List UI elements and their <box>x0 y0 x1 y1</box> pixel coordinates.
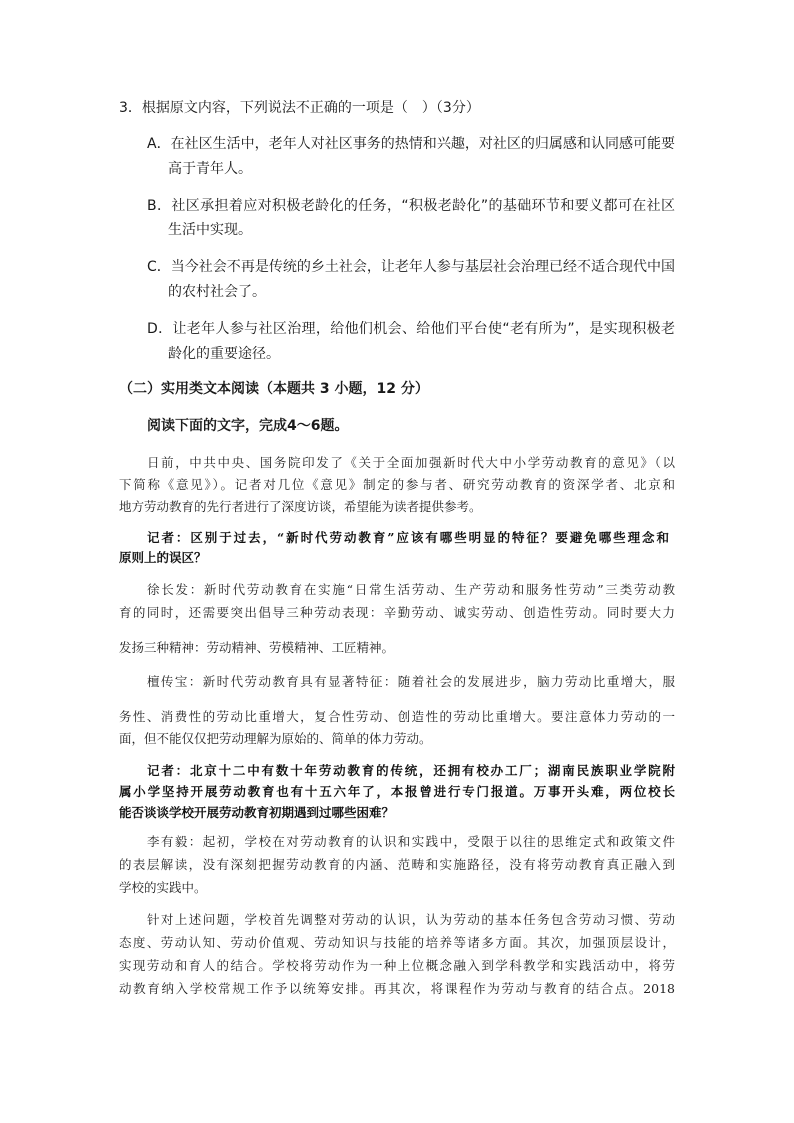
option-a-line-2: 高于青年人。 <box>168 161 252 177</box>
answer-xu-line-3: 发扬三种精神：劳动精神、劳模精神、工匠精神。 <box>119 640 395 655</box>
answer-li-line-2: 的表层解读，没有深刻把握劳动教育的内涵、范畴和实施路径，没有将劳动教育真正融入到 <box>119 857 675 872</box>
continuation-line-4: 动教育纳入学校常规工作予以统筹安排。再其次，将课程作为劳动与教育的结合点。2018 <box>119 981 675 996</box>
answer-tan-line-3: 面，但不能仅仅把劳动理解为原始的、简单的体力劳动。 <box>119 731 432 746</box>
option-a-line-1: A．在社区生活中，老年人对社区事务的热情和兴趣，对社区的归属感和认同感可能要 <box>147 136 675 152</box>
option-d-line-1: D．让老年人参与社区治理，给他们机会、给他们平台使“老有所为”，是实现积极老 <box>147 321 675 337</box>
continuation-line-3: 实现劳动和育人的结合。学校将劳动作为一种上位概念融入到学科教学和实践活动中，将劳 <box>119 958 675 973</box>
intro-line-2: 下简称《意见》）。记者对几位《意见》制定的参与者、研究劳动教育的资深学者、北京和 <box>119 477 675 492</box>
answer-xu-line-2: 育的同时，还需要突出倡导三种劳动表现：辛勤劳动、诚实劳动、创造性劳动。同时要大力 <box>119 605 675 620</box>
answer-li-line-1: 李有毅：起初，学校在对劳动教育的认识和实践中，受限于以往的思维定式和政策文件 <box>147 834 675 849</box>
continuation-line-1: 针对上述问题，学校首先调整对劳动的认识，认为劳动的基本任务包含劳动习惯、劳动 <box>147 912 675 927</box>
answer-tan-line-2: 务性、消费性的劳动比重增大，复合性劳动、创造性的劳动比重增大。要注意体力劳动的一 <box>119 709 675 724</box>
option-c-line-1: C．当今社会不再是传统的乡土社会，让老年人参与基层社会治理已经不适合现代中国 <box>147 259 675 275</box>
reporter-question-2-line-1: 记者：北京十二中有数十年劳动教育的传统，还拥有校办工厂；湖南民族职业学院附 <box>147 763 675 778</box>
section-heading: （二）实用类文本阅读（本题共 3 小题，12 分） <box>119 381 429 397</box>
reporter-question-2-line-2: 属小学坚持开展劳动教育也有十五六年了，本报曾进行专门报道。万事开头难，两位校长 <box>119 784 675 799</box>
reporter-question-1-line-2: 原则上的误区？ <box>119 550 207 565</box>
option-b-line-2: 生活中实现。 <box>168 222 252 238</box>
option-c-line-2: 的农村社会了。 <box>168 284 266 300</box>
continuation-line-2: 态度、劳动认知、劳动价值观、劳动知识与技能的培养等诸多方面。其次，加强顶层设计， <box>119 935 675 950</box>
option-b-line-1: B．社区承担着应对积极老龄化的任务，“积极老龄化”的基础环节和要义都可在社区 <box>147 198 675 214</box>
answer-xu-line-1: 徐长发：新时代劳动教育在实施“日常生活劳动、生产劳动和服务性劳动”三类劳动教 <box>147 582 675 597</box>
intro-line-1: 日前，中共中央、国务院印发了《关于全面加强新时代大中小学劳动教育的意见》（以 <box>147 455 675 470</box>
option-d-line-2: 龄化的重要途径。 <box>168 346 280 362</box>
answer-tan-line-1: 檀传宝：新时代劳动教育具有显著特征：随着社会的发展进步，脑力劳动比重增大，服 <box>147 674 675 689</box>
reporter-question-2-line-3: 能否谈谈学校开展劳动教育初期遇到过哪些困难？ <box>119 805 395 820</box>
answer-li-line-3: 学校的实践中。 <box>119 880 207 895</box>
question-stem: 3．根据原文内容，下列说法不正确的一项是（ ）（3分） <box>119 100 480 116</box>
reporter-question-1-line-1: 记者：区别于过去，“新时代劳动教育”应该有哪些明显的特征？要避免哪些理念和 <box>147 530 669 545</box>
section-instruction: 阅读下面的文字，完成4～6题。 <box>147 418 349 434</box>
intro-line-3: 地方劳动教育的先行者进行了深度访谈，希望能为读者提供参考。 <box>119 499 482 514</box>
